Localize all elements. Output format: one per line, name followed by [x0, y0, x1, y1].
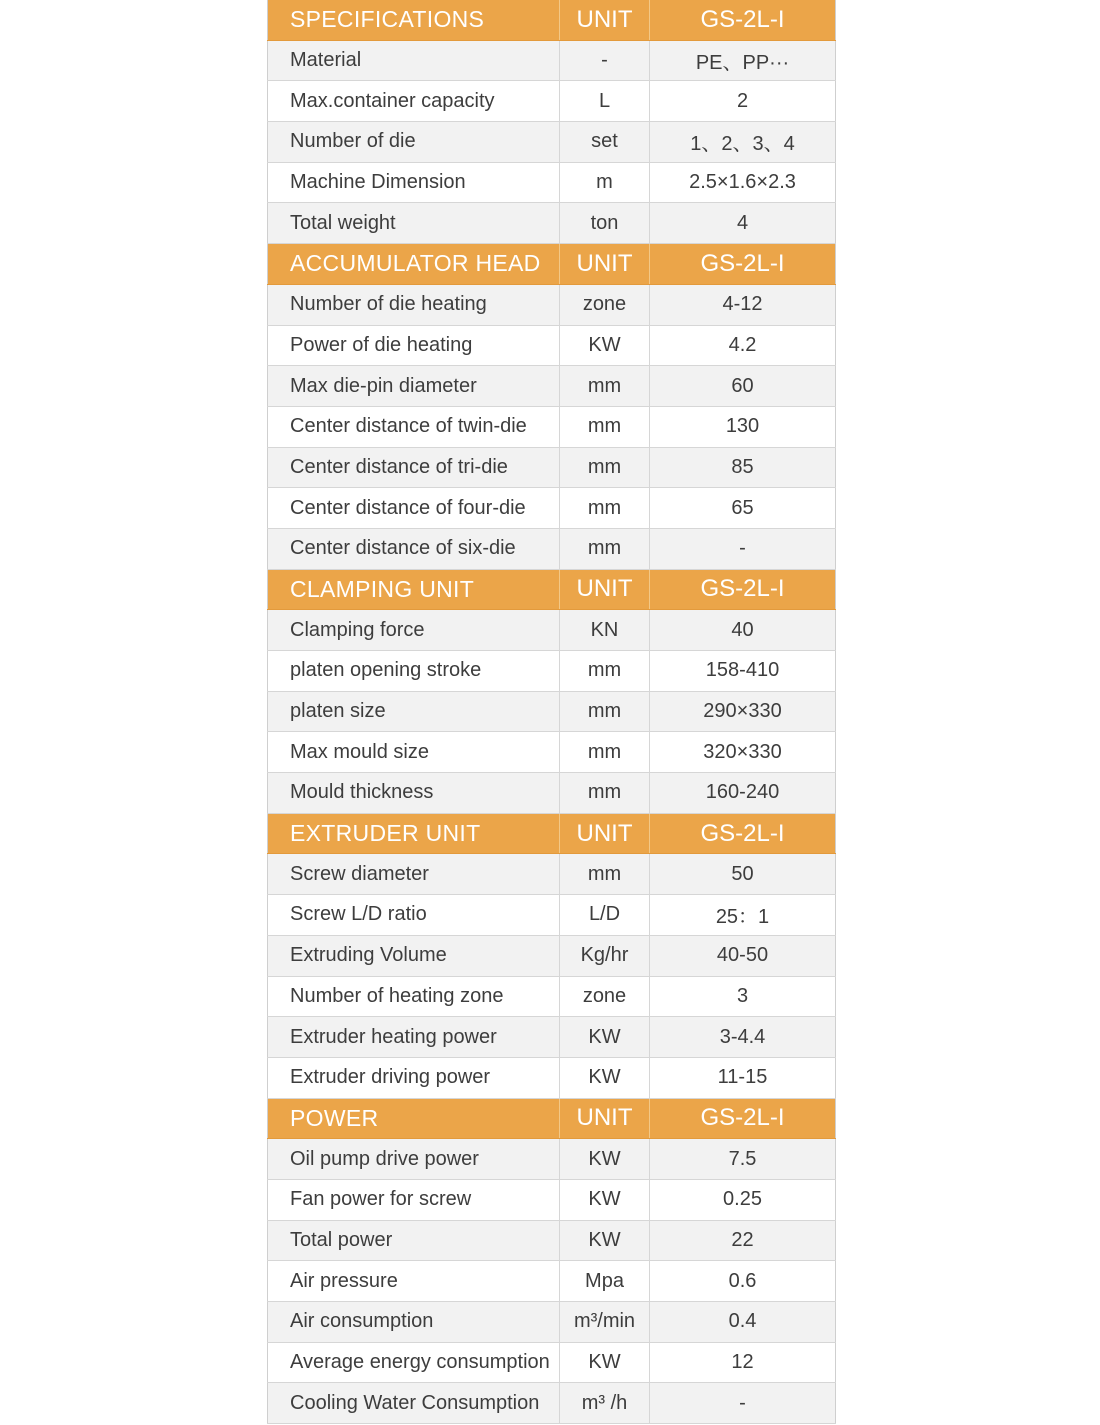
spec-unit: mm	[560, 691, 650, 732]
spec-unit: mm	[560, 773, 650, 814]
spec-value: 40	[650, 610, 836, 651]
spec-value: PE、PP···	[650, 40, 836, 81]
spec-value: 0.4	[650, 1302, 836, 1343]
spec-value: 158-410	[650, 651, 836, 692]
spec-unit: L/D	[560, 895, 650, 936]
unit-column-header: UNIT	[560, 813, 650, 854]
spec-value: 2	[650, 81, 836, 122]
spec-value: 2.5×1.6×2.3	[650, 162, 836, 203]
spec-value: 60	[650, 366, 836, 407]
spec-name: Center distance of twin-die	[268, 406, 560, 447]
spec-value: 4-12	[650, 284, 836, 325]
section-title: EXTRUDER UNIT	[268, 813, 560, 854]
spec-name: platen opening stroke	[268, 651, 560, 692]
spec-value: 7.5	[650, 1139, 836, 1180]
spec-value: -	[650, 528, 836, 569]
section-header-row	[268, 569, 836, 610]
spec-name: Extruder heating power	[268, 1017, 560, 1058]
spec-value: 65	[650, 488, 836, 529]
spec-name: Number of die	[268, 122, 560, 163]
spec-name: Center distance of four-die	[268, 488, 560, 529]
spec-name: Extruder driving power	[268, 1057, 560, 1098]
spec-unit: Mpa	[560, 1261, 650, 1302]
spec-value: 40-50	[650, 935, 836, 976]
spec-name: Number of die heating	[268, 284, 560, 325]
section-header-row	[268, 244, 836, 285]
spec-name: Mould thickness	[268, 773, 560, 814]
spec-row	[268, 122, 836, 163]
spec-unit: mm	[560, 854, 650, 895]
spec-unit: m	[560, 162, 650, 203]
spec-value: -	[650, 1383, 836, 1424]
spec-unit: -	[560, 40, 650, 81]
spec-value: 130	[650, 406, 836, 447]
spec-unit: mm	[560, 651, 650, 692]
spec-row	[268, 854, 836, 895]
spec-name: Center distance of tri-die	[268, 447, 560, 488]
spec-unit: mm	[560, 447, 650, 488]
spec-unit: KW	[560, 1139, 650, 1180]
spec-unit: zone	[560, 976, 650, 1017]
spec-unit: KN	[560, 610, 650, 651]
spec-row	[268, 732, 836, 773]
spec-value: 3	[650, 976, 836, 1017]
spec-unit: Kg/hr	[560, 935, 650, 976]
spec-value: 25：1	[650, 895, 836, 936]
model-column-header: GS-2L-I	[650, 813, 836, 854]
spec-unit: KW	[560, 1342, 650, 1383]
section-header-row	[268, 1098, 836, 1139]
spec-row	[268, 1179, 836, 1220]
spec-row	[268, 1261, 836, 1302]
spec-row	[268, 773, 836, 814]
section-header-row	[268, 813, 836, 854]
spec-table	[267, 0, 836, 1424]
spec-row	[268, 895, 836, 936]
spec-name: Screw L/D ratio	[268, 895, 560, 936]
spec-name: Extruding Volume	[268, 935, 560, 976]
spec-row	[268, 203, 836, 244]
spec-name: Air pressure	[268, 1261, 560, 1302]
section-title: ACCUMULATOR HEAD	[268, 244, 560, 285]
section-header-row	[268, 0, 836, 40]
spec-unit: mm	[560, 732, 650, 773]
spec-name: Material	[268, 40, 560, 81]
spec-name: Average energy consumption	[268, 1342, 560, 1383]
spec-row	[268, 1017, 836, 1058]
spec-value: 160-240	[650, 773, 836, 814]
spec-name: Screw diameter	[268, 854, 560, 895]
spec-row	[268, 528, 836, 569]
spec-row	[268, 610, 836, 651]
spec-row	[268, 447, 836, 488]
spec-value: 50	[650, 854, 836, 895]
spec-row	[268, 1057, 836, 1098]
spec-value: 0.6	[650, 1261, 836, 1302]
spec-unit: KW	[560, 1220, 650, 1261]
unit-column-header: UNIT	[560, 569, 650, 610]
spec-row	[268, 1342, 836, 1383]
section-title: CLAMPING UNIT	[268, 569, 560, 610]
spec-value: 85	[650, 447, 836, 488]
spec-name: Air consumption	[268, 1302, 560, 1343]
spec-row	[268, 1139, 836, 1180]
spec-row	[268, 284, 836, 325]
spec-row	[268, 162, 836, 203]
spec-table-body	[268, 0, 836, 1424]
spec-unit: KW	[560, 1179, 650, 1220]
spec-value: 4.2	[650, 325, 836, 366]
spec-name: Clamping force	[268, 610, 560, 651]
spec-name: Max mould size	[268, 732, 560, 773]
unit-column-header: UNIT	[560, 1098, 650, 1139]
spec-value: 11-15	[650, 1057, 836, 1098]
model-column-header: GS-2L-I	[650, 244, 836, 285]
model-column-header: GS-2L-I	[650, 569, 836, 610]
spec-row	[268, 406, 836, 447]
spec-value: 12	[650, 1342, 836, 1383]
spec-name: Max.container capacity	[268, 81, 560, 122]
spec-unit: zone	[560, 284, 650, 325]
spec-unit: KW	[560, 1017, 650, 1058]
model-column-header: GS-2L-I	[650, 1098, 836, 1139]
spec-row	[268, 488, 836, 529]
spec-unit: m³ /h	[560, 1383, 650, 1424]
spec-unit: L	[560, 81, 650, 122]
spec-unit: mm	[560, 406, 650, 447]
spec-row	[268, 1302, 836, 1343]
spec-row	[268, 325, 836, 366]
spec-unit: m³/min	[560, 1302, 650, 1343]
spec-name: Fan power for screw	[268, 1179, 560, 1220]
unit-column-header: UNIT	[560, 244, 650, 285]
spec-value: 320×330	[650, 732, 836, 773]
spec-name: Cooling Water Consumption	[268, 1383, 560, 1424]
spec-name: platen size	[268, 691, 560, 732]
spec-name: Max die-pin diameter	[268, 366, 560, 407]
section-title: POWER	[268, 1098, 560, 1139]
spec-unit: ton	[560, 203, 650, 244]
spec-value: 1、2、3、4	[650, 122, 836, 163]
spec-unit: KW	[560, 325, 650, 366]
spec-value: 22	[650, 1220, 836, 1261]
spec-value: 3-4.4	[650, 1017, 836, 1058]
spec-name: Center distance of six-die	[268, 528, 560, 569]
spec-name: Oil pump drive power	[268, 1139, 560, 1180]
spec-name: Machine Dimension	[268, 162, 560, 203]
unit-column-header: UNIT	[560, 0, 650, 40]
section-title: SPECIFICATIONS	[268, 0, 560, 40]
spec-unit: mm	[560, 366, 650, 407]
spec-row	[268, 976, 836, 1017]
spec-row	[268, 935, 836, 976]
spec-name: Power of die heating	[268, 325, 560, 366]
spec-row	[268, 81, 836, 122]
spec-unit: set	[560, 122, 650, 163]
spec-row	[268, 1383, 836, 1424]
model-column-header: GS-2L-I	[650, 0, 836, 40]
spec-name: Total weight	[268, 203, 560, 244]
spec-unit: mm	[560, 488, 650, 529]
spec-value: 0.25	[650, 1179, 836, 1220]
spec-value: 4	[650, 203, 836, 244]
spec-row	[268, 40, 836, 81]
spec-name: Total power	[268, 1220, 560, 1261]
spec-value: 290×330	[650, 691, 836, 732]
spec-unit: KW	[560, 1057, 650, 1098]
spec-row	[268, 691, 836, 732]
spec-row	[268, 366, 836, 407]
spec-unit: mm	[560, 528, 650, 569]
spec-row	[268, 651, 836, 692]
spec-name: Number of heating zone	[268, 976, 560, 1017]
spec-row	[268, 1220, 836, 1261]
